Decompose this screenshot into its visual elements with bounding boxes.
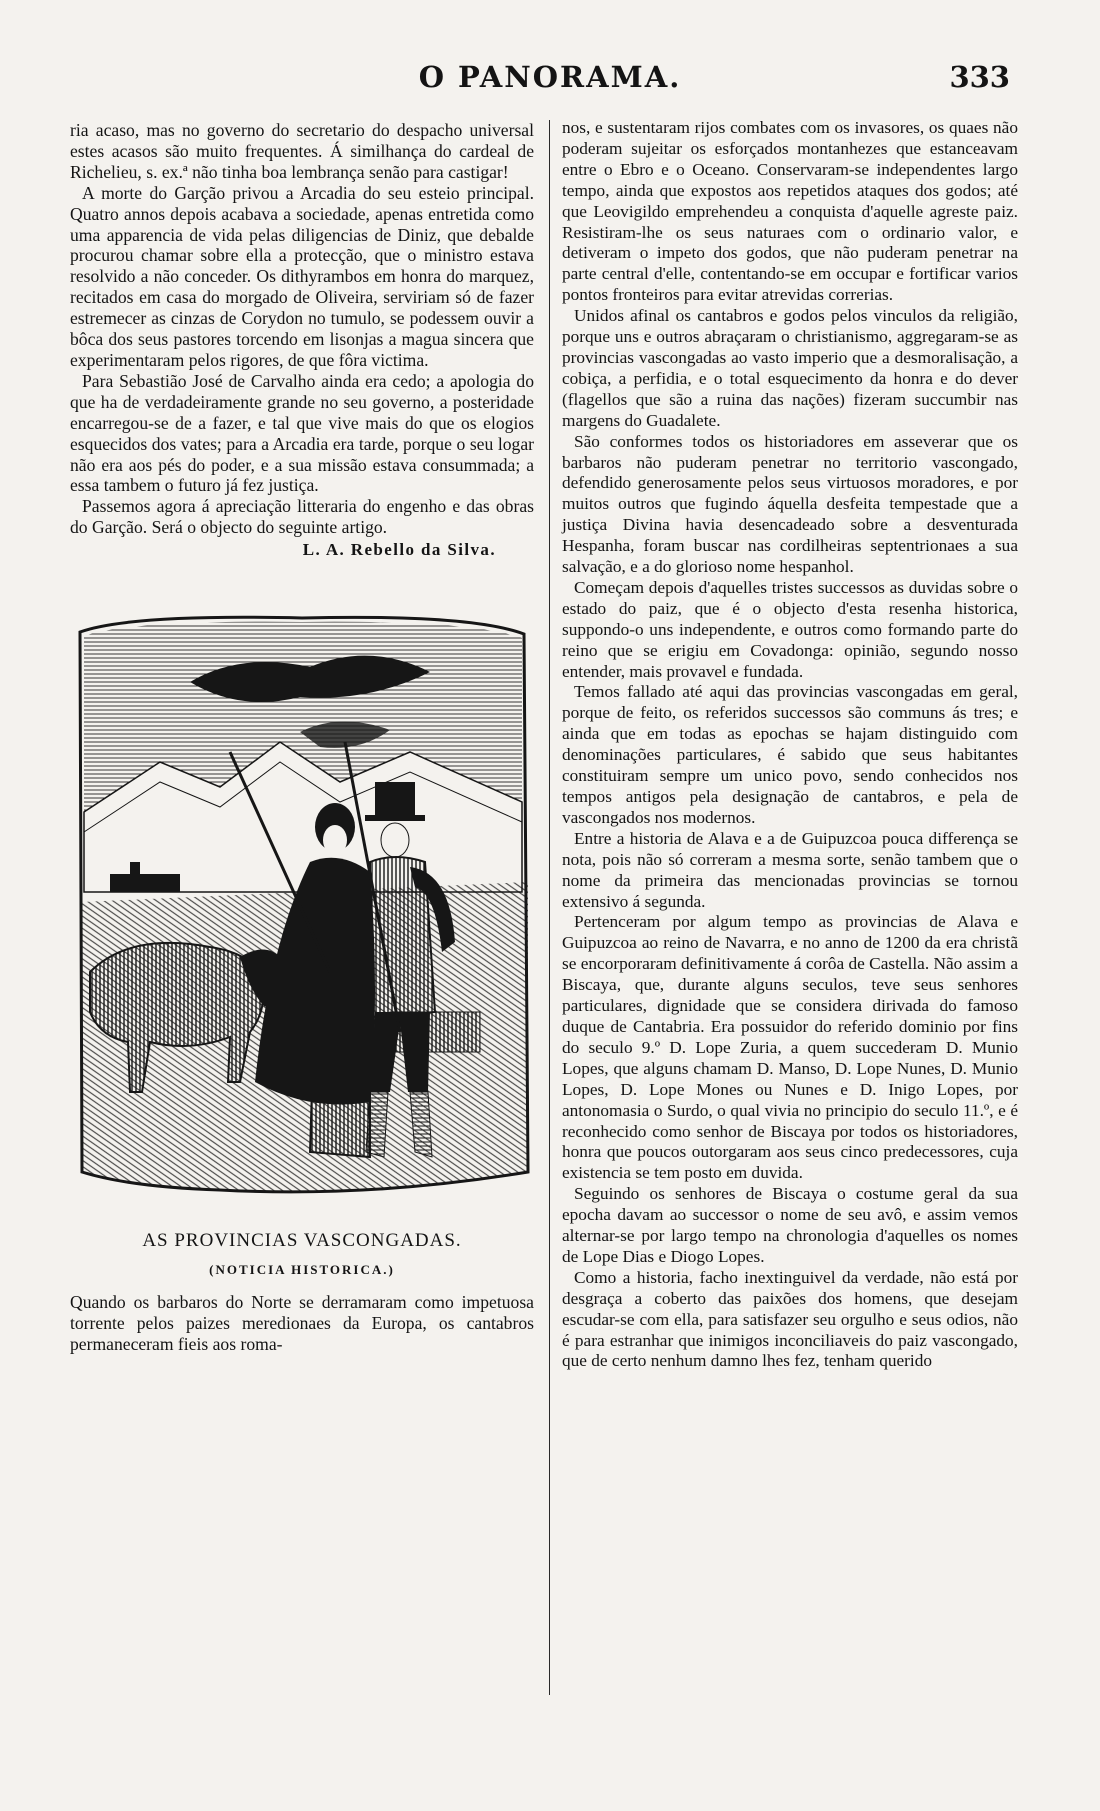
author-signature: L. A. Rebello da Silva.	[302, 540, 496, 560]
paragraph: Como a historia, facho inextinguivel da verdade, não está por desgraça a coberto das paixões dos homens, que desejam escudar-se com ella, para satisfazer seu orgulho e seus odios, não é para estranhar que inimigos inconciliaveis do paiz vascongado, que de certo nenhum damno lhes fez, tenham querido	[562, 1267, 1018, 1371]
paragraph: Para Sebastião José de Carvalho ainda era cedo; a apologia do que ha de verdadeiramente grande no seu governo, a posteridade encarregou-se de a fazer, e tal que vive mais do que os elogios esquecidos dos vates; para a Arcadia era tarde, porque o seu logar não era aos pés do poder, e a sua missão estava consummada; a essa tambem o futuro já fez justiça.	[70, 370, 534, 496]
running-title: O PANORAMA.	[418, 60, 682, 94]
paragraph: nos, e sustentaram rijos combates com os invasores, os quaes não poderam sujeitar os esforçados montanhezes que estanceavam entre o Ebro e o Oceano. Conservaram-se independentes largo tempo, ainda que expostos aos repetidos ataques dos godos; até que Leovigildo emprehendeu a conquista d'aquelle agreste paiz. Resistiram-lhe os seus naturaes com o ordinario valor, e detiveram o impeto dos godos, que não puderam penetrar na parte central d'elle, contentando-se em occupar e fortificar varios pontos fronteiros para evitar atrevidas correrias.	[562, 118, 1018, 305]
left-column	[70, 120, 534, 1355]
section-intro-paragraph: Quando os barbaros do Norte se derramaram como impetuosa torrente pelos paizes meredionaes da Europa, os cantabros permaneceram fieis aos roma-	[70, 1292, 534, 1354]
page-number: 333	[949, 60, 1010, 94]
section-subtitle: (NOTICIA HISTORICA.)	[209, 1262, 395, 1278]
paragraph: Passemos agora á apreciação litteraria do engenho e das obras do Garção. Será o objecto do seguinte artigo.	[70, 496, 534, 538]
right-column	[562, 118, 1018, 1372]
paragraph: ria acaso, mas no governo do secretario do despacho universal estes acasos são muito frequentes. Á similhança do cardeal de Richelieu, s. ex.ª não tinha boa lembrança senão para castigar!	[70, 120, 534, 182]
paragraph: Unidos afinal os cantabros e godos pelos vinculos da religião, porque uns e outros abraçaram o christianismo, aggregaram-se as provincias vascongadas ao vasto imperio que a desmoralisação, a cobiça, a perfidia, e o total esquecimento da honra e do dever (flagellos que são a ruina das nações) fizeram succumbir nas margens do Guadalete.	[562, 306, 1018, 430]
column-divider	[549, 120, 550, 1695]
woodcut-illustration	[70, 612, 534, 1202]
paragraph: Seguindo os senhores de Biscaya o costume geral da sua epocha davam ao successor o nome de seu avô, e assim vemos alternar-se por largo tempo na chronologia d'aquelles os nomes de Lope Dias e Diogo Lopes.	[562, 1184, 1018, 1266]
paragraph: São conformes todos os historiadores em asseverar que os barbaros não puderam penetrar no territorio vascongado, defendido generosamente pelos seus virtuosos moradores, e por muitos outros que fugindo áquella desfeita tempestade que a justiça Divina havia desencadeado sobre a desventurada Hespanha, foram buscar nas cordilheiras septentrionaes a sua salvação, e a do glorioso nome hespanhol.	[562, 431, 1018, 577]
village	[110, 874, 180, 892]
paragraph: Entre a historia de Alava e a de Guipuzcoa pouca differença se nota, pois não só correram a mesma sorte, senão tambem que o nome da primeira das mencionadas provincias se tornou extensivo á segunda.	[562, 828, 1018, 911]
paragraph: Temos fallado até aqui das provincias vascongadas em geral, porque de feito, os referidos successos são communs ás tres; e ainda que em todas as epochas se hajam distinguido com denominações particulares, é sabido que seus habitantes constituiram sempre um unico povo, sendo conhecidos nos tempos antigos pela designação de cantabros, e pela de vascongados nos modernos.	[562, 682, 1018, 827]
paragraph: Pertenceram por algum tempo as provincias de Alava e Guipuzcoa ao reino de Navarra, e no anno de 1200 da era christã se encorporaram definitivamente á corôa de Castella. Não assim a Biscaya, que, durante alguns seculos, teve seus senhores particulares, dignidade que se considera dirivada do famoso duque de Cantabria. Era possuidor do referido dominio por fins do seculo 9.º D. Lope Zuria, a quem succederam D. Munio Lopes, que alguns chamam D. Manso, D. Lope Nunes, D. Munio Lopes, D. Lope Mones ou Nunes e D. Inigo Lopes, por antonomasia o Surdo, o qual vivia no principio do seculo 11.º, e é reconhecido como senhor de Biscaya por todos os historiadores, honra que poucos outorgaram aos seus cinco predecessores, cuja existencia se tem posto em duvida.	[562, 912, 1018, 1183]
paragraph: A morte do Garção privou a Arcadia do seu esteio principal. Quatro annos depois acabava a sociedade, apenas entretida como uma apparencia de vida pelas diligencias de Diniz, que debalde procurou chamar sobre ella a protecção, que o ministro estava resolvido a não conceder. Os dithyrambos em honra do marquez, recitados em casa do morgado de Oliveira, serviriam só de fazer estremecer as cinzas de Corydon no tumulo, se podessem ouvir a bôca dos seus pastores torcendo em lisonjas a magua sincera que experimentaram pelos rigores, de que fôra victima.	[70, 182, 534, 370]
paragraph: Começam depois d'aquelles tristes successos as duvidas sobre o estado do paiz, que é o objecto d'esta resenha historica, suppondo-o uns independente, e outros como formando parte do reino que se erigiu em Covadonga: opinião, segundo nosso entender, mais provavel e fundada.	[562, 577, 1018, 681]
section-title: AS PROVINCIAS VASCONGADAS.	[142, 1230, 462, 1252]
